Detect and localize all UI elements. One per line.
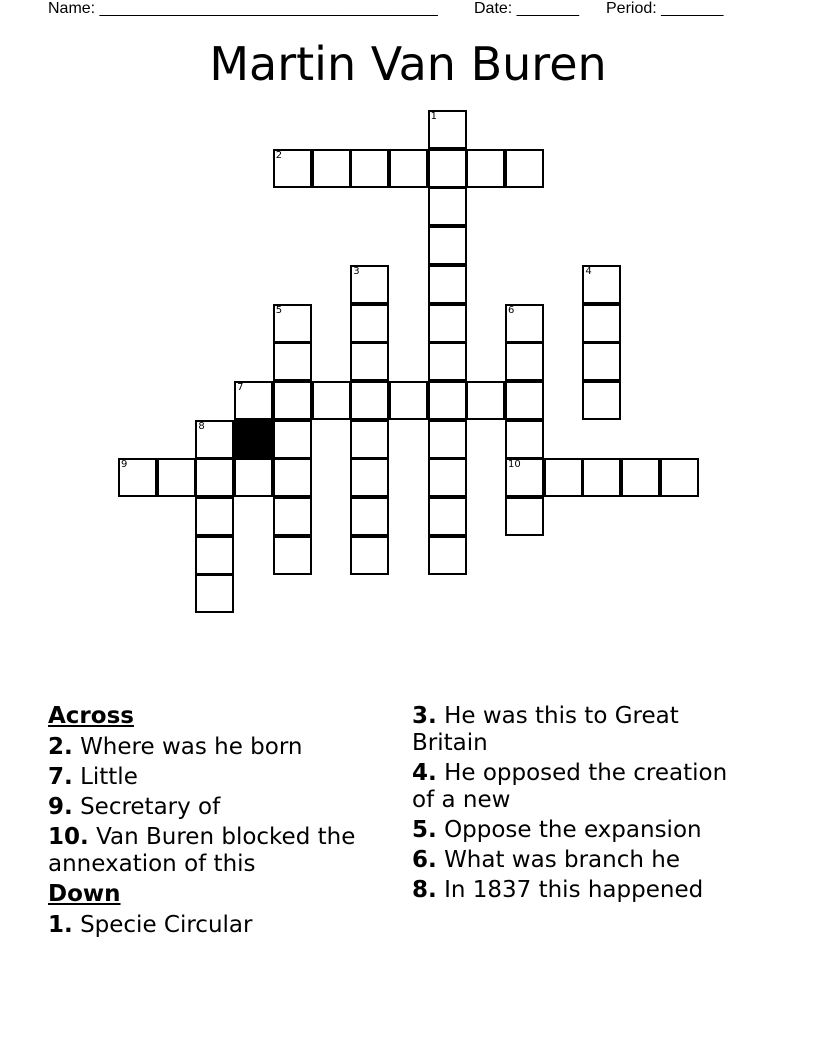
clue-text: Little [80, 764, 138, 790]
grid-cell[interactable] [582, 304, 621, 343]
grid-cell[interactable] [428, 110, 467, 149]
grid-cell[interactable] [660, 458, 699, 497]
cell-number: 4 [585, 265, 592, 277]
across-heading: Across [48, 703, 134, 729]
cell-number: 8 [198, 420, 205, 432]
clue-down-6 [412, 847, 742, 874]
clue-number: 3. [412, 703, 437, 729]
grid-cell[interactable] [582, 342, 621, 381]
grid-cell[interactable] [428, 226, 467, 265]
grid-cell[interactable] [466, 381, 505, 420]
grid-cell[interactable] [350, 536, 389, 575]
grid-cell[interactable] [505, 497, 544, 536]
clue-number: 10. [48, 824, 89, 850]
grid-cell[interactable] [505, 304, 544, 343]
grid-cell[interactable] [582, 265, 621, 304]
grid-cell[interactable] [273, 536, 312, 575]
grid-cell[interactable] [428, 187, 467, 226]
clue-down-3 [412, 703, 742, 757]
grid-cell[interactable] [195, 497, 234, 536]
grid-cell[interactable] [350, 381, 389, 420]
grid-cell[interactable] [273, 497, 312, 536]
grid-cell[interactable] [350, 342, 389, 381]
grid-cell[interactable] [389, 149, 428, 188]
grid-cell[interactable] [195, 420, 234, 459]
clue-number: 1. [48, 912, 73, 938]
grid-cell[interactable] [505, 342, 544, 381]
clue-across-2 [48, 734, 388, 761]
grid-cell[interactable] [234, 458, 273, 497]
grid-cell[interactable] [350, 497, 389, 536]
grid-cell[interactable] [234, 381, 273, 420]
grid-cell[interactable] [621, 458, 660, 497]
grid-cell[interactable] [350, 265, 389, 304]
grid-cell[interactable] [505, 149, 544, 188]
clue-number: 5. [412, 817, 437, 843]
grid-cell[interactable] [195, 536, 234, 575]
cell-number: 7 [237, 381, 244, 393]
clue-number: 9. [48, 794, 73, 820]
clue-across-10 [48, 824, 388, 878]
clue-number: 4. [412, 760, 437, 786]
clue-down-8 [412, 877, 742, 904]
grid-block [234, 420, 273, 459]
puzzle-title: Martin Van Buren [209, 37, 607, 91]
grid-cell[interactable] [428, 536, 467, 575]
grid-cell[interactable] [505, 381, 544, 420]
grid-cell[interactable] [350, 420, 389, 459]
cell-number: 9 [121, 459, 128, 471]
cell-number: 5 [275, 304, 283, 316]
clue-across-9 [48, 794, 388, 821]
clue-number: 8. [412, 877, 437, 903]
name-field-line[interactable]: Name: ______________________________________ [48, 0, 438, 17]
clue-text: Secretary of [80, 794, 221, 820]
clues-right-column [412, 703, 742, 907]
grid-cell[interactable] [582, 381, 621, 420]
grid-cell[interactable] [389, 381, 428, 420]
cell-number: 1 [430, 111, 437, 122]
grid-cell[interactable] [428, 265, 467, 304]
grid-cell[interactable] [428, 420, 467, 459]
grid-cell[interactable] [312, 381, 351, 420]
grid-cell[interactable] [428, 342, 467, 381]
clue-number: 7. [48, 764, 73, 790]
grid-cell[interactable] [428, 497, 467, 536]
clue-number: 6. [412, 847, 437, 873]
clue-across-7 [48, 764, 388, 791]
clue-down-5 [412, 817, 742, 844]
grid-cell[interactable] [428, 458, 467, 497]
grid-cell[interactable] [428, 304, 467, 343]
clue-text: Specie Circular [80, 912, 253, 938]
clue-text: Oppose the expansion [444, 817, 702, 843]
date-field-line[interactable]: Date: _______ [474, 0, 579, 17]
grid-cell[interactable] [505, 420, 544, 459]
grid-cell[interactable] [350, 458, 389, 497]
grid-cell[interactable] [544, 458, 583, 497]
grid-cell[interactable] [195, 458, 234, 497]
clue-text: He opposed the creation of a new [412, 760, 728, 813]
grid-cell[interactable] [428, 381, 467, 420]
cell-number: 3 [353, 265, 360, 277]
clue-down-4 [412, 760, 742, 814]
grid-cell[interactable] [312, 149, 351, 188]
clue-text: Where was he born [80, 734, 303, 760]
grid-cell[interactable] [466, 149, 505, 188]
grid-cell[interactable] [350, 149, 389, 188]
clue-text: In 1837 this happened [444, 877, 704, 903]
grid-cell[interactable] [582, 458, 621, 497]
grid-cell[interactable] [118, 458, 157, 497]
grid-cell[interactable] [273, 381, 312, 420]
cell-number: 10 [508, 459, 521, 471]
grid-cell[interactable] [273, 304, 312, 343]
grid-cell[interactable] [428, 149, 467, 188]
clues-left-column [48, 703, 388, 942]
clue-number: 2. [48, 734, 73, 760]
cell-number: 6 [508, 304, 515, 316]
grid-cell[interactable] [273, 149, 312, 188]
grid-cell[interactable] [157, 458, 196, 497]
grid-cell[interactable] [273, 458, 312, 497]
clue-text: He was this to Great Britain [412, 703, 679, 756]
clue-text: What was branch he [444, 847, 680, 873]
grid-cell[interactable] [195, 574, 234, 613]
grid-cell[interactable] [350, 304, 389, 343]
grid-cell[interactable] [273, 342, 312, 381]
down-heading: Down [48, 881, 121, 907]
grid-cell[interactable] [505, 458, 544, 497]
grid-cell[interactable] [273, 420, 312, 459]
period-field-line[interactable]: Period: _______ [606, 0, 724, 17]
clue-down-1 [48, 912, 388, 939]
clue-text: Van Buren blocked the annexation of this [48, 824, 356, 877]
cell-number: 2 [275, 149, 283, 161]
